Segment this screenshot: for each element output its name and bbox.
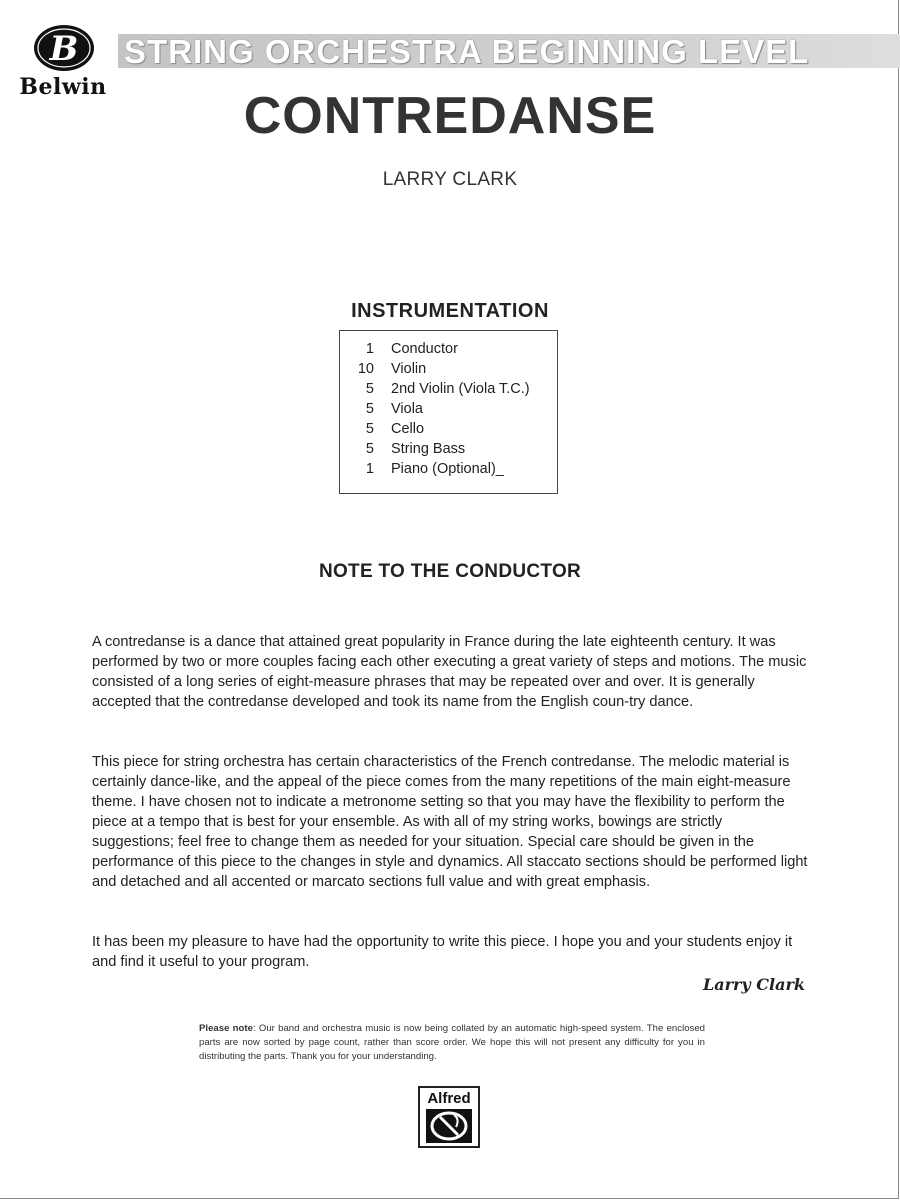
paragraph-text: A contredanse is a dance that attained great popularity in France during the late eighteenth century. It was performed by two or more couples facing each other executing a great variety of steps and motions. The music consisted of a long series of eight-measure phrases that may be repeated over and over. It is generally accepted that the contredanse developed and took its name from the English coun-try dance. [92, 634, 807, 710]
note-paragraph-1 [92, 632, 808, 712]
series-title: STRING ORCHESTRA BEGINNING LEVEL [124, 33, 810, 70]
composer-signature: Larry Clark [702, 975, 805, 994]
instrument-row [340, 341, 557, 361]
composer-name: LARRY CLARK [382, 169, 518, 190]
alfred-logo-icon [426, 1109, 472, 1143]
svg-text:B: B [49, 29, 79, 69]
instrument-count: 1 [365, 461, 374, 477]
instrument-name: Cello [391, 421, 425, 437]
instrument-count: 5 [365, 381, 374, 397]
instrument-row [340, 361, 557, 381]
instrument-count: 10 [357, 361, 374, 377]
instrument-count: 5 [365, 421, 374, 437]
instrument-row [340, 461, 557, 481]
instrument-count: 1 [365, 341, 374, 357]
instrument-name: 2nd Violin (Viola T.C.) [391, 381, 530, 397]
instrument-name: Piano (Optional)_ [391, 461, 504, 477]
alfred-logo-text: Alfred [427, 1090, 471, 1107]
note-heading: NOTE TO THE CONDUCTOR [318, 561, 582, 582]
instrument-name: Viola [391, 401, 423, 417]
instrumentation-box [339, 330, 558, 494]
instrument-count: 5 [365, 441, 374, 457]
series-banner [118, 34, 900, 68]
instrumentation-list [340, 341, 557, 481]
instrument-name: Violin [391, 361, 427, 377]
instrumentation-heading: INSTRUMENTATION [351, 300, 549, 322]
paragraph-text: It has been my pleasure to have had the opportunity to write this piece. I hope you and your students enjoy it and find it useful to your program. [92, 934, 793, 970]
alfred-logo [418, 1086, 480, 1148]
paragraph-text: This piece for string orchestra has certain characteristics of the French contredanse. The melodic material is certainly dance-like, and the appeal of the piece comes from the many repetitions of the main eight-measure theme. I have chosen not to indicate a metronome setting so that you may have the flexibility to perform the piece at a tempo that is best for your ensemble. As with all of my string works, bowings are strictly suggestions; feel free to change them as needed for your situation. Special care should be given in the performance of this piece to the changes in style and dynamics. All staccato sections should be performed light and detached and all accented or marcato sections full value and with great emphasis. [92, 754, 808, 890]
footnote-text: : Our band and orchestra music is now being collated by an automatic high-speed system. The enclosed parts are now sorted by page count, rather than score order. We hope this will not present any difficulty for you in distributing the parts. Thank you for your understanding. [199, 1023, 706, 1062]
instrument-row [340, 441, 557, 461]
instrument-name: String Bass [391, 441, 466, 457]
instrument-row [340, 421, 557, 441]
instrument-count: 5 [365, 401, 374, 417]
belwin-logo-text: Belwin [19, 74, 107, 100]
belwin-logo-icon [32, 22, 96, 74]
note-paragraph-2 [92, 752, 808, 892]
instrument-row [340, 381, 557, 401]
footnote-label: Please note [199, 1023, 253, 1034]
instrument-name: Conductor [391, 341, 458, 357]
note-paragraph-3 [92, 932, 808, 972]
instrument-row [340, 401, 557, 421]
collation-footnote [199, 1022, 705, 1064]
page-title: CONTREDANSE [243, 87, 657, 145]
